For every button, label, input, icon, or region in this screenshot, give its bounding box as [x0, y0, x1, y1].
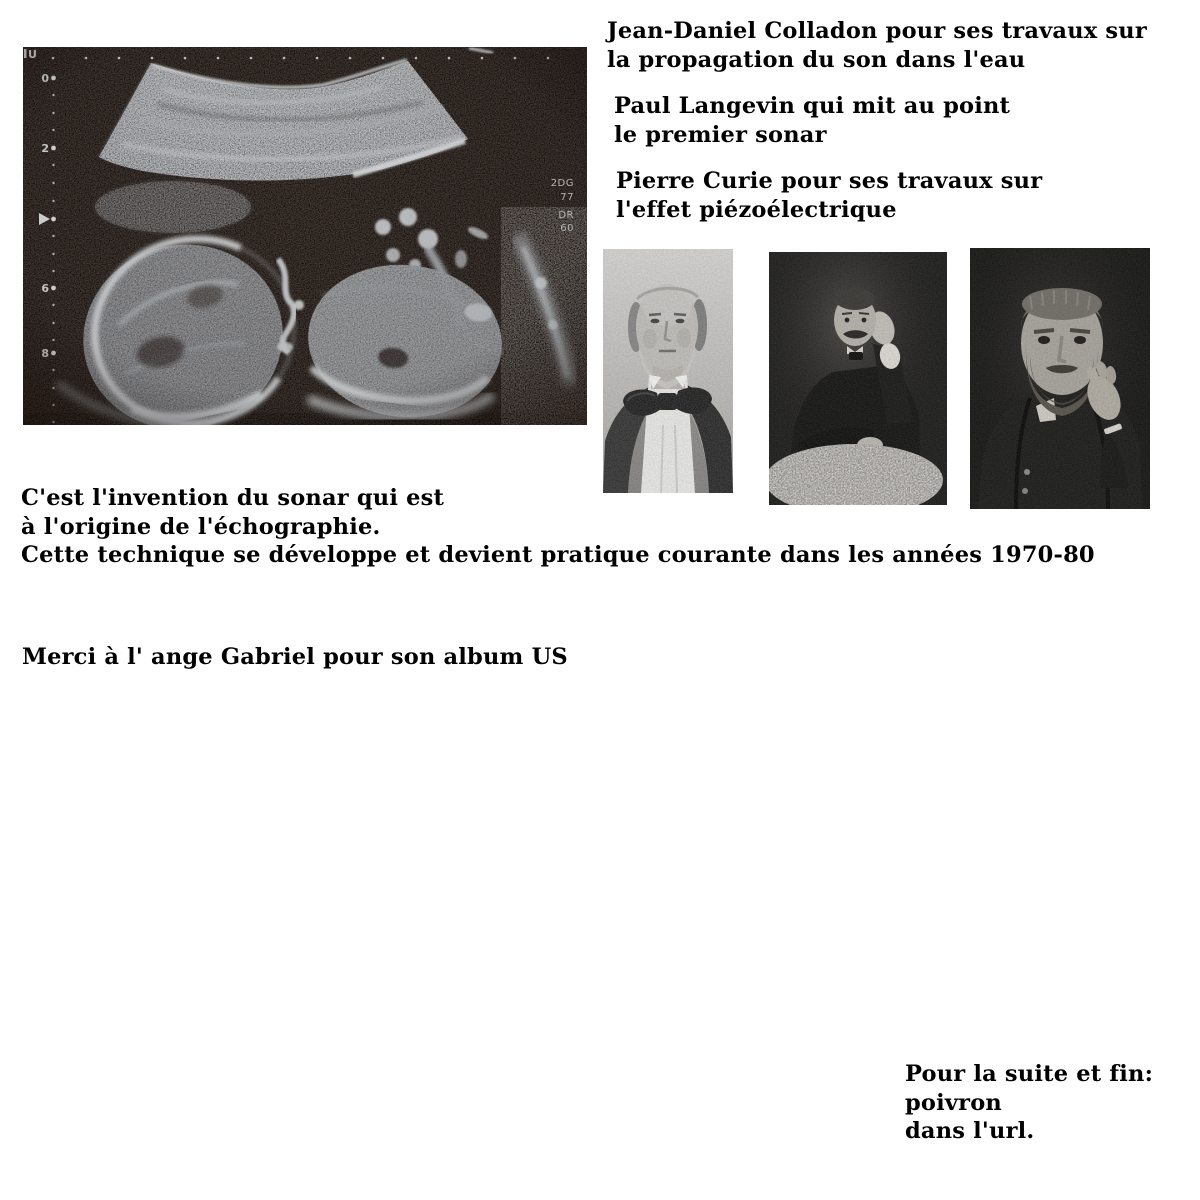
text-line: Cette technique se développe et devient pratique courante dans les années 1970-80 [21, 542, 1095, 568]
sonar-history-text [21, 484, 1095, 570]
portrait-jean-daniel-colladon [603, 249, 733, 493]
text-line: Pour la suite et fin: [905, 1061, 1154, 1087]
caption-line: l'effet piézoélectrique [616, 196, 897, 223]
credits-text [22, 643, 568, 672]
text-line: Merci à l' ange Gabriel pour son album US [22, 644, 568, 670]
text-line: poivron [905, 1089, 1002, 1116]
caption-line: Jean-Daniel Colladon pour ses travaux sur [607, 18, 1147, 44]
caption-line: Pierre Curie pour ses travaux sur [616, 168, 1043, 194]
ultrasound-image [23, 47, 587, 425]
footer-note [905, 1060, 1153, 1146]
portrait-pierre-curie [970, 248, 1150, 509]
caption-langevin [614, 92, 1010, 149]
portrait-paul-langevin [769, 252, 947, 505]
caption-line: Paul Langevin qui mit au point [614, 93, 1011, 119]
caption-colladon [607, 17, 1147, 74]
caption-line: le premier sonar [614, 121, 827, 148]
text-line: à l'origine de l'échographie. [21, 513, 381, 540]
caption-line: la propagation du son dans l'eau [607, 46, 1026, 73]
text-line: C'est l'invention du sonar qui est [21, 485, 445, 511]
caption-curie [616, 167, 1042, 224]
text-line: dans l'url. [905, 1118, 1035, 1144]
